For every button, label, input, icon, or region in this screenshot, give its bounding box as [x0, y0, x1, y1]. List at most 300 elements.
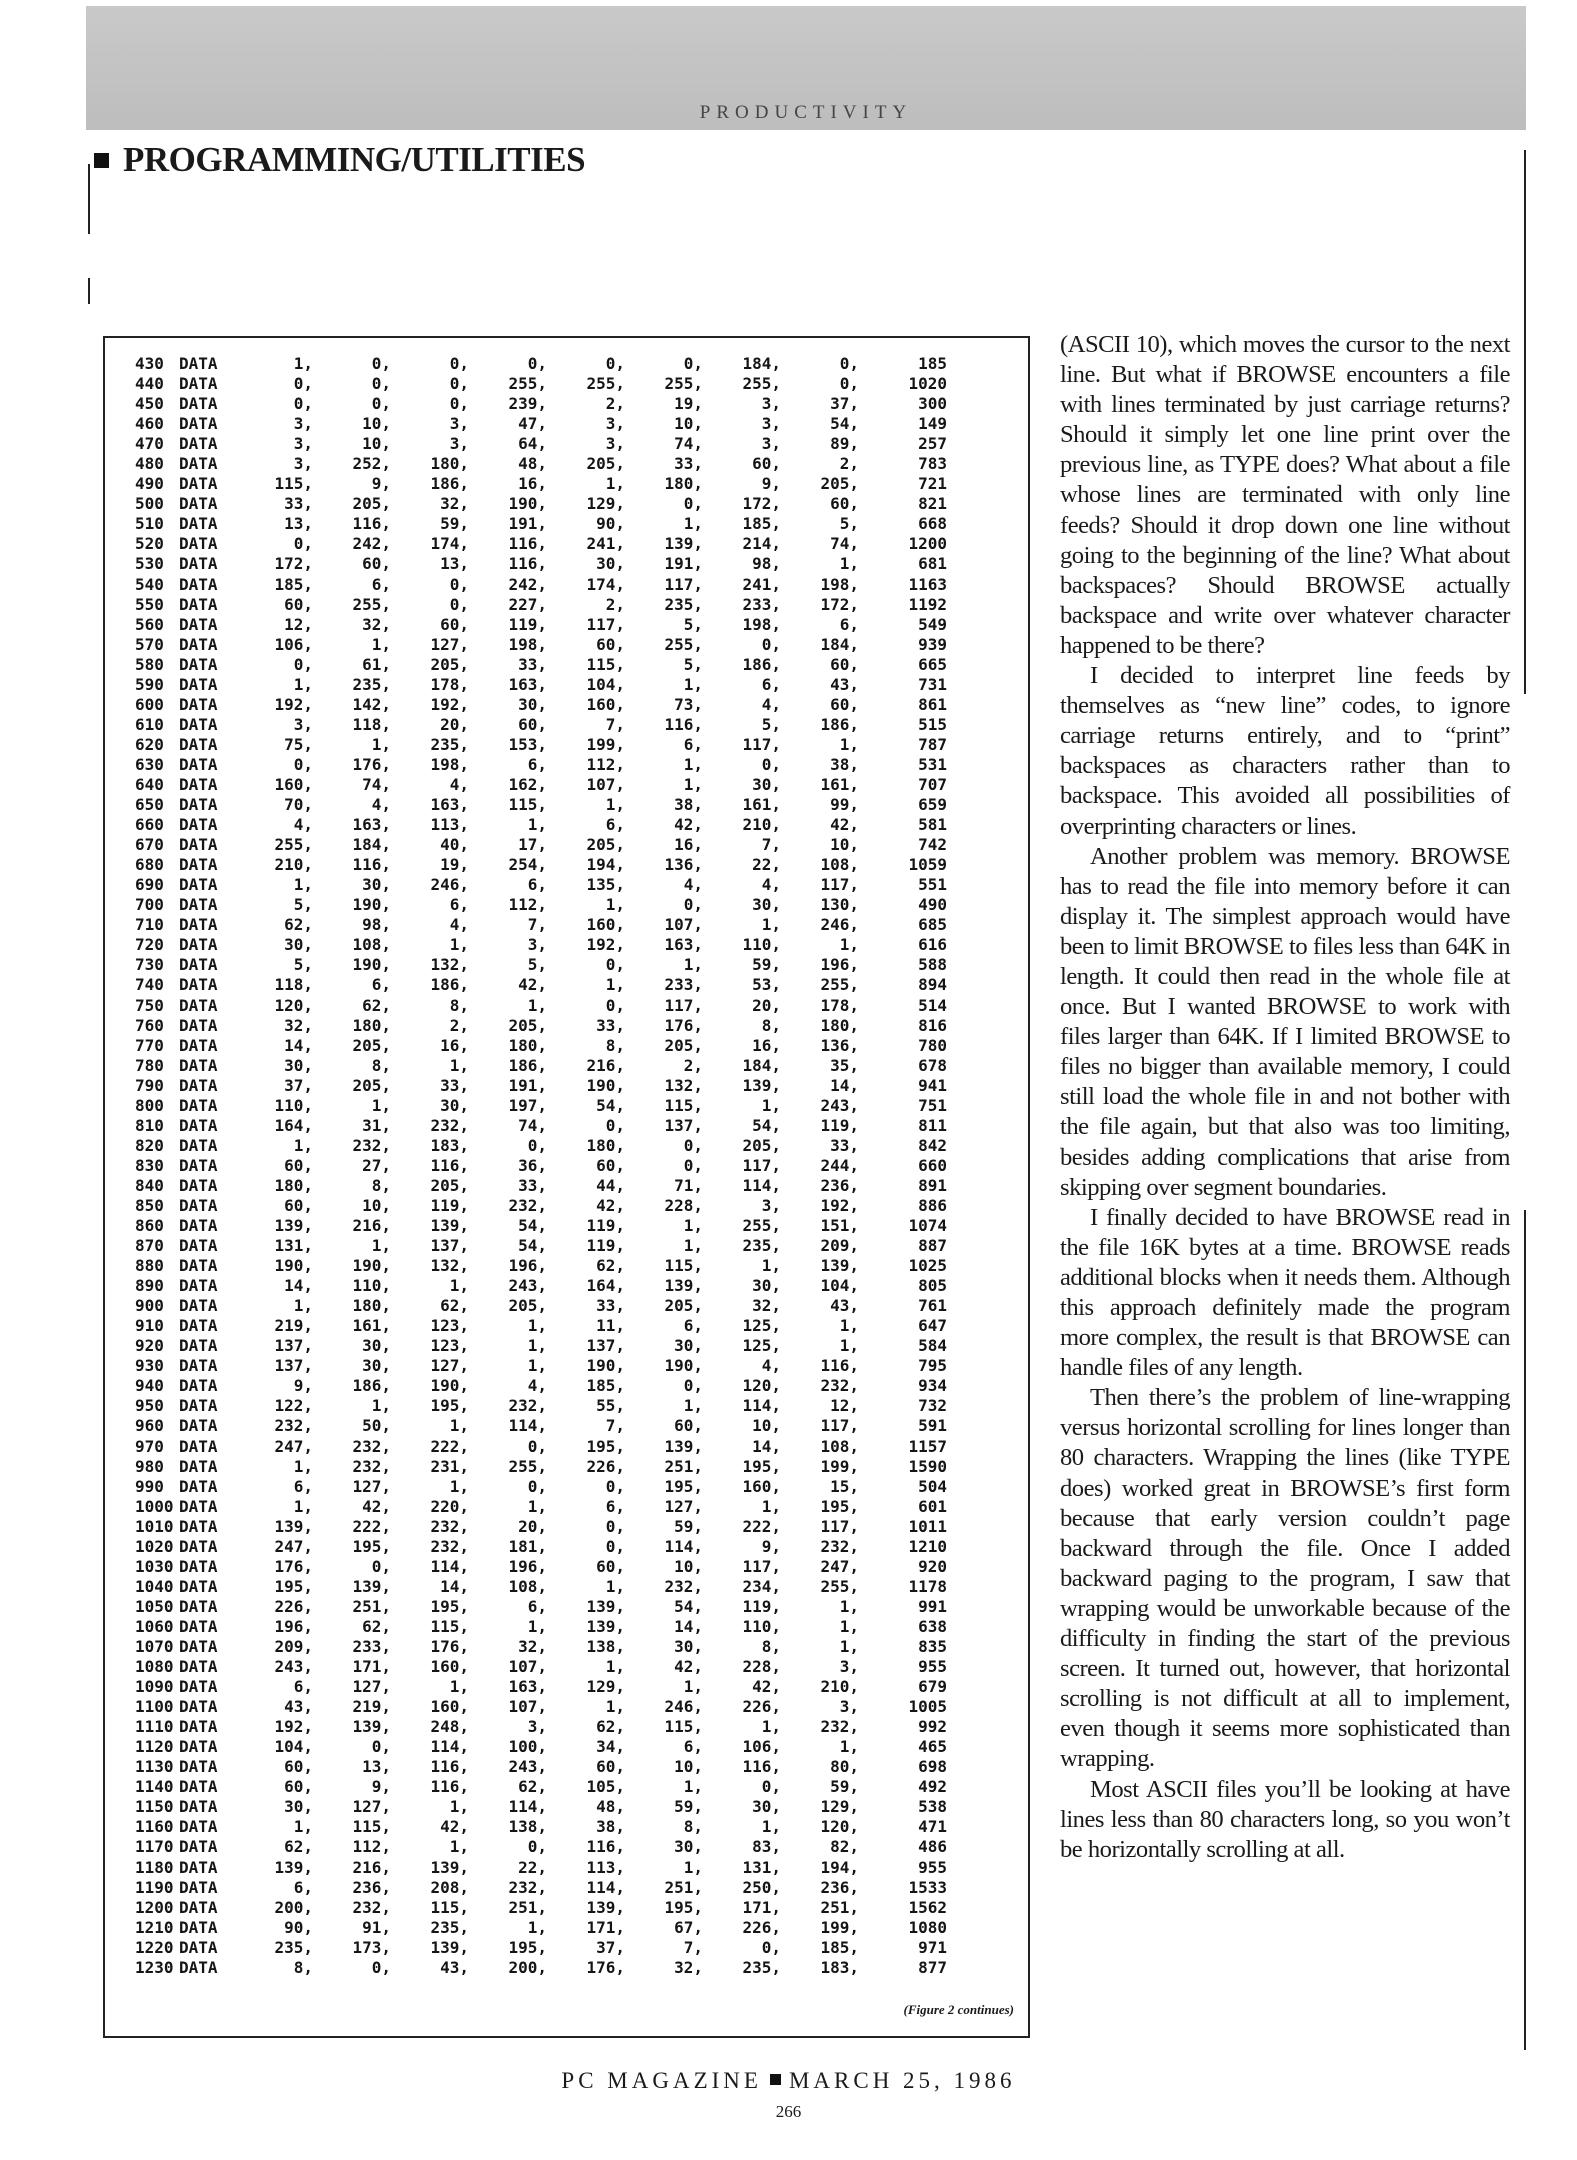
checksum-value: 515 — [918, 714, 947, 734]
listing-value: 117, — [586, 614, 625, 634]
listing-value: 160, — [586, 915, 625, 935]
listing-value: 1, — [371, 1236, 391, 1256]
listing-value: 30, — [674, 1336, 703, 1356]
line-number: 890 — [135, 1276, 164, 1296]
checksum-value: 581 — [918, 815, 947, 835]
listing-value: 186, — [820, 714, 859, 734]
listing-value: 183, — [430, 1135, 469, 1155]
listing-value: 0, — [683, 1135, 703, 1155]
listing-value: 62, — [518, 1777, 547, 1797]
checksum-value: 721 — [918, 474, 947, 494]
listing-value: 37, — [596, 1937, 625, 1957]
checksum-value: 584 — [918, 1336, 947, 1356]
listing-value: 48, — [518, 454, 547, 474]
data-keyword: DATA — [179, 1276, 218, 1296]
data-keyword: DATA — [179, 514, 218, 534]
line-number: 1200 — [135, 1897, 174, 1917]
listing-value: 42, — [674, 1657, 703, 1677]
listing-value: 0, — [371, 1957, 391, 1977]
line-number: 1190 — [135, 1877, 174, 1897]
listing-value: 255, — [664, 374, 703, 394]
listing-value: 210, — [742, 815, 781, 835]
listing-row — [135, 1256, 947, 1276]
line-number: 850 — [135, 1195, 164, 1215]
listing-value: 60, — [596, 1155, 625, 1175]
data-keyword: DATA — [179, 1155, 218, 1175]
line-number: 500 — [135, 494, 164, 514]
listing-value: 137, — [586, 1336, 625, 1356]
listing-value: 0, — [371, 394, 391, 414]
listing-value: 62, — [440, 1296, 469, 1316]
checksum-value: 1157 — [908, 1436, 947, 1456]
listing-value: 113, — [586, 1857, 625, 1877]
listing-row — [135, 935, 947, 955]
listing-value: 255, — [820, 975, 859, 995]
listing-row — [135, 1276, 947, 1296]
listing-value: 114, — [742, 1175, 781, 1195]
listing-value: 30, — [362, 1356, 391, 1376]
listing-value: 0, — [293, 374, 313, 394]
listing-value: 251, — [352, 1596, 391, 1616]
line-number: 940 — [135, 1376, 164, 1396]
listing-value: 14, — [752, 1436, 781, 1456]
line-number: 860 — [135, 1216, 164, 1236]
listing-row — [135, 1657, 947, 1677]
listing-value: 19, — [440, 855, 469, 875]
listing-value: 114, — [508, 1797, 547, 1817]
listing-value: 180, — [352, 1015, 391, 1035]
listing-value: 33, — [440, 1075, 469, 1095]
data-keyword: DATA — [179, 1115, 218, 1135]
listing-value: 186, — [430, 474, 469, 494]
listing-value: 3, — [293, 714, 313, 734]
listing-value: 60, — [518, 714, 547, 734]
listing-value: 10, — [674, 1757, 703, 1777]
line-number: 910 — [135, 1316, 164, 1336]
line-number: 440 — [135, 374, 164, 394]
listing-value: 54, — [596, 1095, 625, 1115]
listing-value: 180, — [820, 1015, 859, 1035]
listing-value: 33, — [596, 1015, 625, 1035]
article-paragraph: I decided to interpret line feeds by themselves as “new line” codes, to ignore carriage returns entirely, and to “print” backspaces as characters rather than to backspace. This avoided all possibilities of overprinting characters or lines. — [1060, 662, 1510, 840]
listing-value: 74, — [830, 534, 859, 554]
listing-value: 6, — [449, 895, 469, 915]
line-number: 550 — [135, 594, 164, 614]
listing-row — [135, 494, 947, 514]
listing-value: 205, — [508, 1015, 547, 1035]
listing-value: 117, — [742, 1556, 781, 1576]
listing-value: 205, — [742, 1135, 781, 1155]
listing-value: 4, — [527, 1376, 547, 1396]
data-keyword: DATA — [179, 1857, 218, 1877]
listing-value: 122, — [274, 1396, 313, 1416]
listing-value: 1, — [449, 1677, 469, 1697]
listing-value: 75, — [284, 734, 313, 754]
data-keyword: DATA — [179, 1216, 218, 1236]
line-number: 930 — [135, 1356, 164, 1376]
listing-value: 4, — [449, 774, 469, 794]
listing-value: 4, — [449, 915, 469, 935]
checksum-value: 668 — [918, 514, 947, 534]
listing-value: 176, — [352, 754, 391, 774]
listing-value: 222, — [352, 1516, 391, 1536]
section-title: PROGRAMMING/UTILITIES — [123, 140, 586, 179]
listing-value: 246, — [430, 875, 469, 895]
listing-value: 255, — [508, 1456, 547, 1476]
listing-value: 27, — [362, 1155, 391, 1175]
listing-value: 1, — [683, 674, 703, 694]
listing-value: 1, — [605, 895, 625, 915]
data-keyword: DATA — [179, 1556, 218, 1576]
listing-value: 233, — [664, 975, 703, 995]
listing-value: 5, — [293, 895, 313, 915]
listing-value: 195, — [664, 1476, 703, 1496]
listing-value: 110, — [274, 1095, 313, 1115]
data-keyword: DATA — [179, 1496, 218, 1516]
listing-value: 30, — [284, 1797, 313, 1817]
listing-value: 194, — [820, 1857, 859, 1877]
listing-row — [135, 1597, 947, 1617]
listing-value: 30, — [752, 895, 781, 915]
listing-value: 232, — [430, 1115, 469, 1135]
listing-value: 186, — [352, 1376, 391, 1396]
listing-value: 6, — [527, 1596, 547, 1616]
line-number: 800 — [135, 1095, 164, 1115]
listing-row — [135, 1236, 947, 1256]
listing-value: 6, — [683, 1737, 703, 1757]
listing-value: 55, — [596, 1396, 625, 1416]
listing-value: 247, — [274, 1436, 313, 1456]
data-keyword: DATA — [179, 975, 218, 995]
listing-value: 1, — [761, 1496, 781, 1516]
listing-value: 62, — [284, 1837, 313, 1857]
data-keyword: DATA — [179, 1436, 218, 1456]
listing-value: 195, — [508, 1937, 547, 1957]
listing-value: 10, — [674, 1556, 703, 1576]
listing-value: 129, — [586, 494, 625, 514]
listing-row — [135, 1096, 947, 1116]
listing-value: 32, — [518, 1637, 547, 1656]
line-number: 1140 — [135, 1777, 174, 1797]
listing-value: 173, — [352, 1937, 391, 1957]
listing-value: 1, — [683, 1777, 703, 1797]
listing-value: 214, — [742, 534, 781, 554]
line-number: 1230 — [135, 1957, 174, 1977]
line-number: 520 — [135, 534, 164, 554]
listing-value: 8, — [761, 1637, 781, 1656]
listing-value: 20, — [752, 995, 781, 1015]
listing-value: 64, — [518, 434, 547, 454]
listing-value: 247, — [274, 1536, 313, 1556]
data-keyword: DATA — [179, 955, 218, 975]
listing-row — [135, 1056, 947, 1076]
line-number: 590 — [135, 674, 164, 694]
listing-value: 5, — [683, 654, 703, 674]
listing-value: 192, — [274, 694, 313, 714]
line-number: 830 — [135, 1155, 164, 1175]
listing-value: 60, — [596, 634, 625, 654]
right-margin-rule — [1524, 150, 1526, 694]
listing-value: 142, — [352, 694, 391, 714]
listing-value: 8, — [683, 1817, 703, 1837]
checksum-value: 842 — [918, 1135, 947, 1155]
data-listing — [135, 354, 947, 1978]
line-number: 820 — [135, 1135, 164, 1155]
listing-value: 199, — [586, 734, 625, 754]
listing-value: 117, — [664, 995, 703, 1015]
checksum-value: 1590 — [908, 1456, 947, 1476]
listing-value: 6, — [605, 1496, 625, 1516]
listing-value: 1, — [449, 1276, 469, 1296]
listing-value: 190, — [274, 1256, 313, 1276]
listing-value: 235, — [742, 1957, 781, 1977]
listing-value: 89, — [830, 434, 859, 454]
listing-value: 6, — [605, 815, 625, 835]
listing-value: 53, — [752, 975, 781, 995]
listing-value: 2, — [683, 1055, 703, 1075]
checksum-value: 492 — [918, 1777, 947, 1797]
checksum-value: 816 — [918, 1015, 947, 1035]
listing-value: 0, — [449, 594, 469, 614]
listing-value: 60, — [830, 694, 859, 714]
listing-value: 199, — [820, 1917, 859, 1937]
listing-value: 186, — [430, 975, 469, 995]
listing-value: 116, — [430, 1757, 469, 1777]
listing-value: 243, — [274, 1657, 313, 1677]
listing-value: 116, — [352, 514, 391, 534]
checksum-value: 465 — [918, 1737, 947, 1757]
listing-value: 160, — [586, 694, 625, 714]
listing-value: 30, — [752, 774, 781, 794]
listing-value: 1, — [293, 875, 313, 895]
listing-value: 60, — [596, 1757, 625, 1777]
listing-value: 1, — [683, 1236, 703, 1256]
listing-row — [135, 1938, 947, 1958]
listing-value: 1, — [449, 1416, 469, 1436]
checksum-value: 531 — [918, 754, 947, 774]
line-number: 1050 — [135, 1596, 174, 1616]
data-keyword: DATA — [179, 995, 218, 1015]
listing-row — [135, 1477, 947, 1497]
data-keyword: DATA — [179, 1637, 218, 1656]
line-number: 1170 — [135, 1837, 174, 1857]
listing-value: 35, — [830, 1055, 859, 1075]
issue-date: MARCH 25, 1986 — [788, 2068, 1016, 2093]
listing-value: 62, — [284, 915, 313, 935]
listing-value: 43, — [284, 1697, 313, 1717]
listing-value: 0, — [683, 1376, 703, 1396]
listing-value: 139, — [586, 1897, 625, 1917]
checksum-value: 761 — [918, 1296, 947, 1316]
listing-value: 172, — [274, 554, 313, 574]
listing-row — [135, 575, 947, 595]
listing-value: 112, — [508, 895, 547, 915]
data-keyword: DATA — [179, 754, 218, 774]
listing-value: 106, — [742, 1737, 781, 1757]
listing-value: 43, — [830, 1296, 859, 1316]
listing-value: 164, — [274, 1115, 313, 1135]
listing-value: 139, — [586, 1616, 625, 1636]
listing-value: 1, — [683, 774, 703, 794]
line-number: 690 — [135, 875, 164, 895]
article-paragraph: (ASCII 10), which moves the cursor to the next line. But what if BROWSE encounters a file with lines terminated by just carriage returns? Should it simply let one line print over the previous line, as TYPE does? What about a file whose lines are terminated with only line feeds? Should it drop down one line without going to the beginning of the line? What about backspaces? Should BROWSE actually backspace and write over whatever character happened to be there? — [1060, 331, 1510, 659]
listing-row — [135, 1878, 947, 1898]
listing-value: 30, — [752, 1797, 781, 1817]
listing-value: 90, — [596, 514, 625, 534]
line-number: 990 — [135, 1476, 164, 1496]
listing-row — [135, 1557, 947, 1577]
listing-value: 192, — [586, 935, 625, 955]
line-number: 620 — [135, 734, 164, 754]
listing-value: 1, — [839, 554, 859, 574]
listing-value: 9, — [371, 474, 391, 494]
line-number: 900 — [135, 1296, 164, 1316]
listing-value: 74, — [362, 774, 391, 794]
listing-value: 138, — [508, 1817, 547, 1837]
listing-value: 1, — [527, 1496, 547, 1516]
data-keyword: DATA — [179, 1677, 218, 1697]
listing-value: 37, — [830, 394, 859, 414]
listing-value: 139, — [274, 1857, 313, 1877]
listing-value: 10, — [674, 414, 703, 434]
listing-value: 116, — [664, 714, 703, 734]
listing-value: 20, — [440, 714, 469, 734]
listing-value: 161, — [352, 1316, 391, 1336]
listing-value: 127, — [430, 1356, 469, 1376]
listing-value: 32, — [674, 1957, 703, 1977]
listing-value: 120, — [274, 995, 313, 1015]
data-keyword: DATA — [179, 1456, 218, 1476]
listing-value: 114, — [742, 1396, 781, 1416]
listing-value: 32, — [284, 1015, 313, 1035]
listing-value: 3, — [605, 414, 625, 434]
listing-value: 190, — [508, 494, 547, 514]
listing-value: 1, — [293, 1135, 313, 1155]
listing-value: 10, — [752, 1416, 781, 1436]
listing-value: 2, — [605, 594, 625, 614]
data-keyword: DATA — [179, 1797, 218, 1817]
line-number: 750 — [135, 995, 164, 1015]
checksum-value: 685 — [918, 915, 947, 935]
data-keyword: DATA — [179, 1356, 218, 1376]
listing-value: 6, — [761, 674, 781, 694]
data-keyword: DATA — [179, 1516, 218, 1536]
listing-value: 1, — [371, 1095, 391, 1115]
listing-value: 4, — [761, 875, 781, 895]
listing-value: 119, — [586, 1216, 625, 1236]
listing-value: 5, — [839, 514, 859, 534]
checksum-value: 783 — [918, 454, 947, 474]
listing-value: 8, — [761, 1015, 781, 1035]
listing-value: 243, — [508, 1757, 547, 1777]
listing-value: 33, — [674, 454, 703, 474]
checksum-value: 616 — [918, 935, 947, 955]
listing-value: 235, — [664, 594, 703, 614]
listing-value: 6, — [527, 754, 547, 774]
listing-value: 205, — [352, 1075, 391, 1095]
listing-value: 137, — [274, 1336, 313, 1356]
listing-row — [135, 1497, 947, 1517]
listing-value: 7, — [605, 1416, 625, 1436]
listing-value: 34, — [596, 1737, 625, 1757]
checksum-value: 886 — [918, 1195, 947, 1215]
listing-value: 226, — [742, 1917, 781, 1937]
listing-value: 176, — [274, 1556, 313, 1576]
checksum-value: 1080 — [908, 1917, 947, 1937]
listing-row — [135, 675, 947, 695]
listing-value: 36, — [518, 1155, 547, 1175]
data-keyword: DATA — [179, 774, 218, 794]
listing-value: 99, — [830, 795, 859, 815]
listing-value: 123, — [430, 1336, 469, 1356]
listing-value: 59, — [674, 1797, 703, 1817]
listing-row — [135, 1036, 947, 1056]
checksum-value: 257 — [918, 434, 947, 454]
listing-value: 116, — [508, 554, 547, 574]
listing-value: 1, — [839, 1637, 859, 1656]
listing-row — [135, 1216, 947, 1236]
listing-value: 3, — [527, 1717, 547, 1737]
listing-value: 164, — [586, 1276, 625, 1296]
line-number: 1060 — [135, 1616, 174, 1636]
listing-value: 132, — [430, 1256, 469, 1276]
listing-value: 180, — [430, 454, 469, 474]
listing-value: 0, — [761, 1777, 781, 1797]
data-keyword: DATA — [179, 1075, 218, 1095]
line-number: 460 — [135, 414, 164, 434]
listing-value: 5, — [293, 955, 313, 975]
listing-value: 235, — [352, 674, 391, 694]
listing-value: 0, — [761, 1937, 781, 1957]
checksum-value: 751 — [918, 1095, 947, 1115]
listing-value: 0, — [839, 374, 859, 394]
line-number: 870 — [135, 1236, 164, 1256]
data-keyword: DATA — [179, 1195, 218, 1215]
listing-value: 1, — [839, 935, 859, 955]
listing-value: 235, — [742, 1236, 781, 1256]
listing-value: 1, — [449, 1055, 469, 1075]
listing-value: 60, — [284, 1777, 313, 1797]
data-keyword: DATA — [179, 1316, 218, 1336]
page-number: 266 — [775, 2102, 802, 2121]
line-number: 540 — [135, 574, 164, 594]
listing-row — [135, 875, 947, 895]
listing-value: 1, — [605, 1697, 625, 1717]
listing-value: 119, — [508, 614, 547, 634]
listing-row — [135, 474, 947, 494]
data-keyword: DATA — [179, 1897, 218, 1917]
data-keyword: DATA — [179, 694, 218, 714]
line-number: 1020 — [135, 1536, 174, 1556]
listing-value: 190, — [586, 1075, 625, 1095]
listing-value: 59, — [674, 1516, 703, 1536]
listing-value: 32, — [440, 494, 469, 514]
listing-value: 117, — [820, 875, 859, 895]
listing-value: 30, — [596, 554, 625, 574]
listing-value: 116, — [586, 1837, 625, 1857]
listing-value: 137, — [274, 1356, 313, 1376]
line-number: 530 — [135, 554, 164, 574]
listing-value: 10, — [830, 835, 859, 855]
listing-value: 1, — [761, 1717, 781, 1737]
listing-value: 0, — [605, 1115, 625, 1135]
data-keyword: DATA — [179, 1095, 218, 1115]
listing-value: 0, — [371, 1556, 391, 1576]
listing-value: 139, — [742, 1075, 781, 1095]
listing-value: 104, — [274, 1737, 313, 1757]
listing-value: 104, — [820, 1276, 859, 1296]
listing-value: 0, — [683, 494, 703, 514]
